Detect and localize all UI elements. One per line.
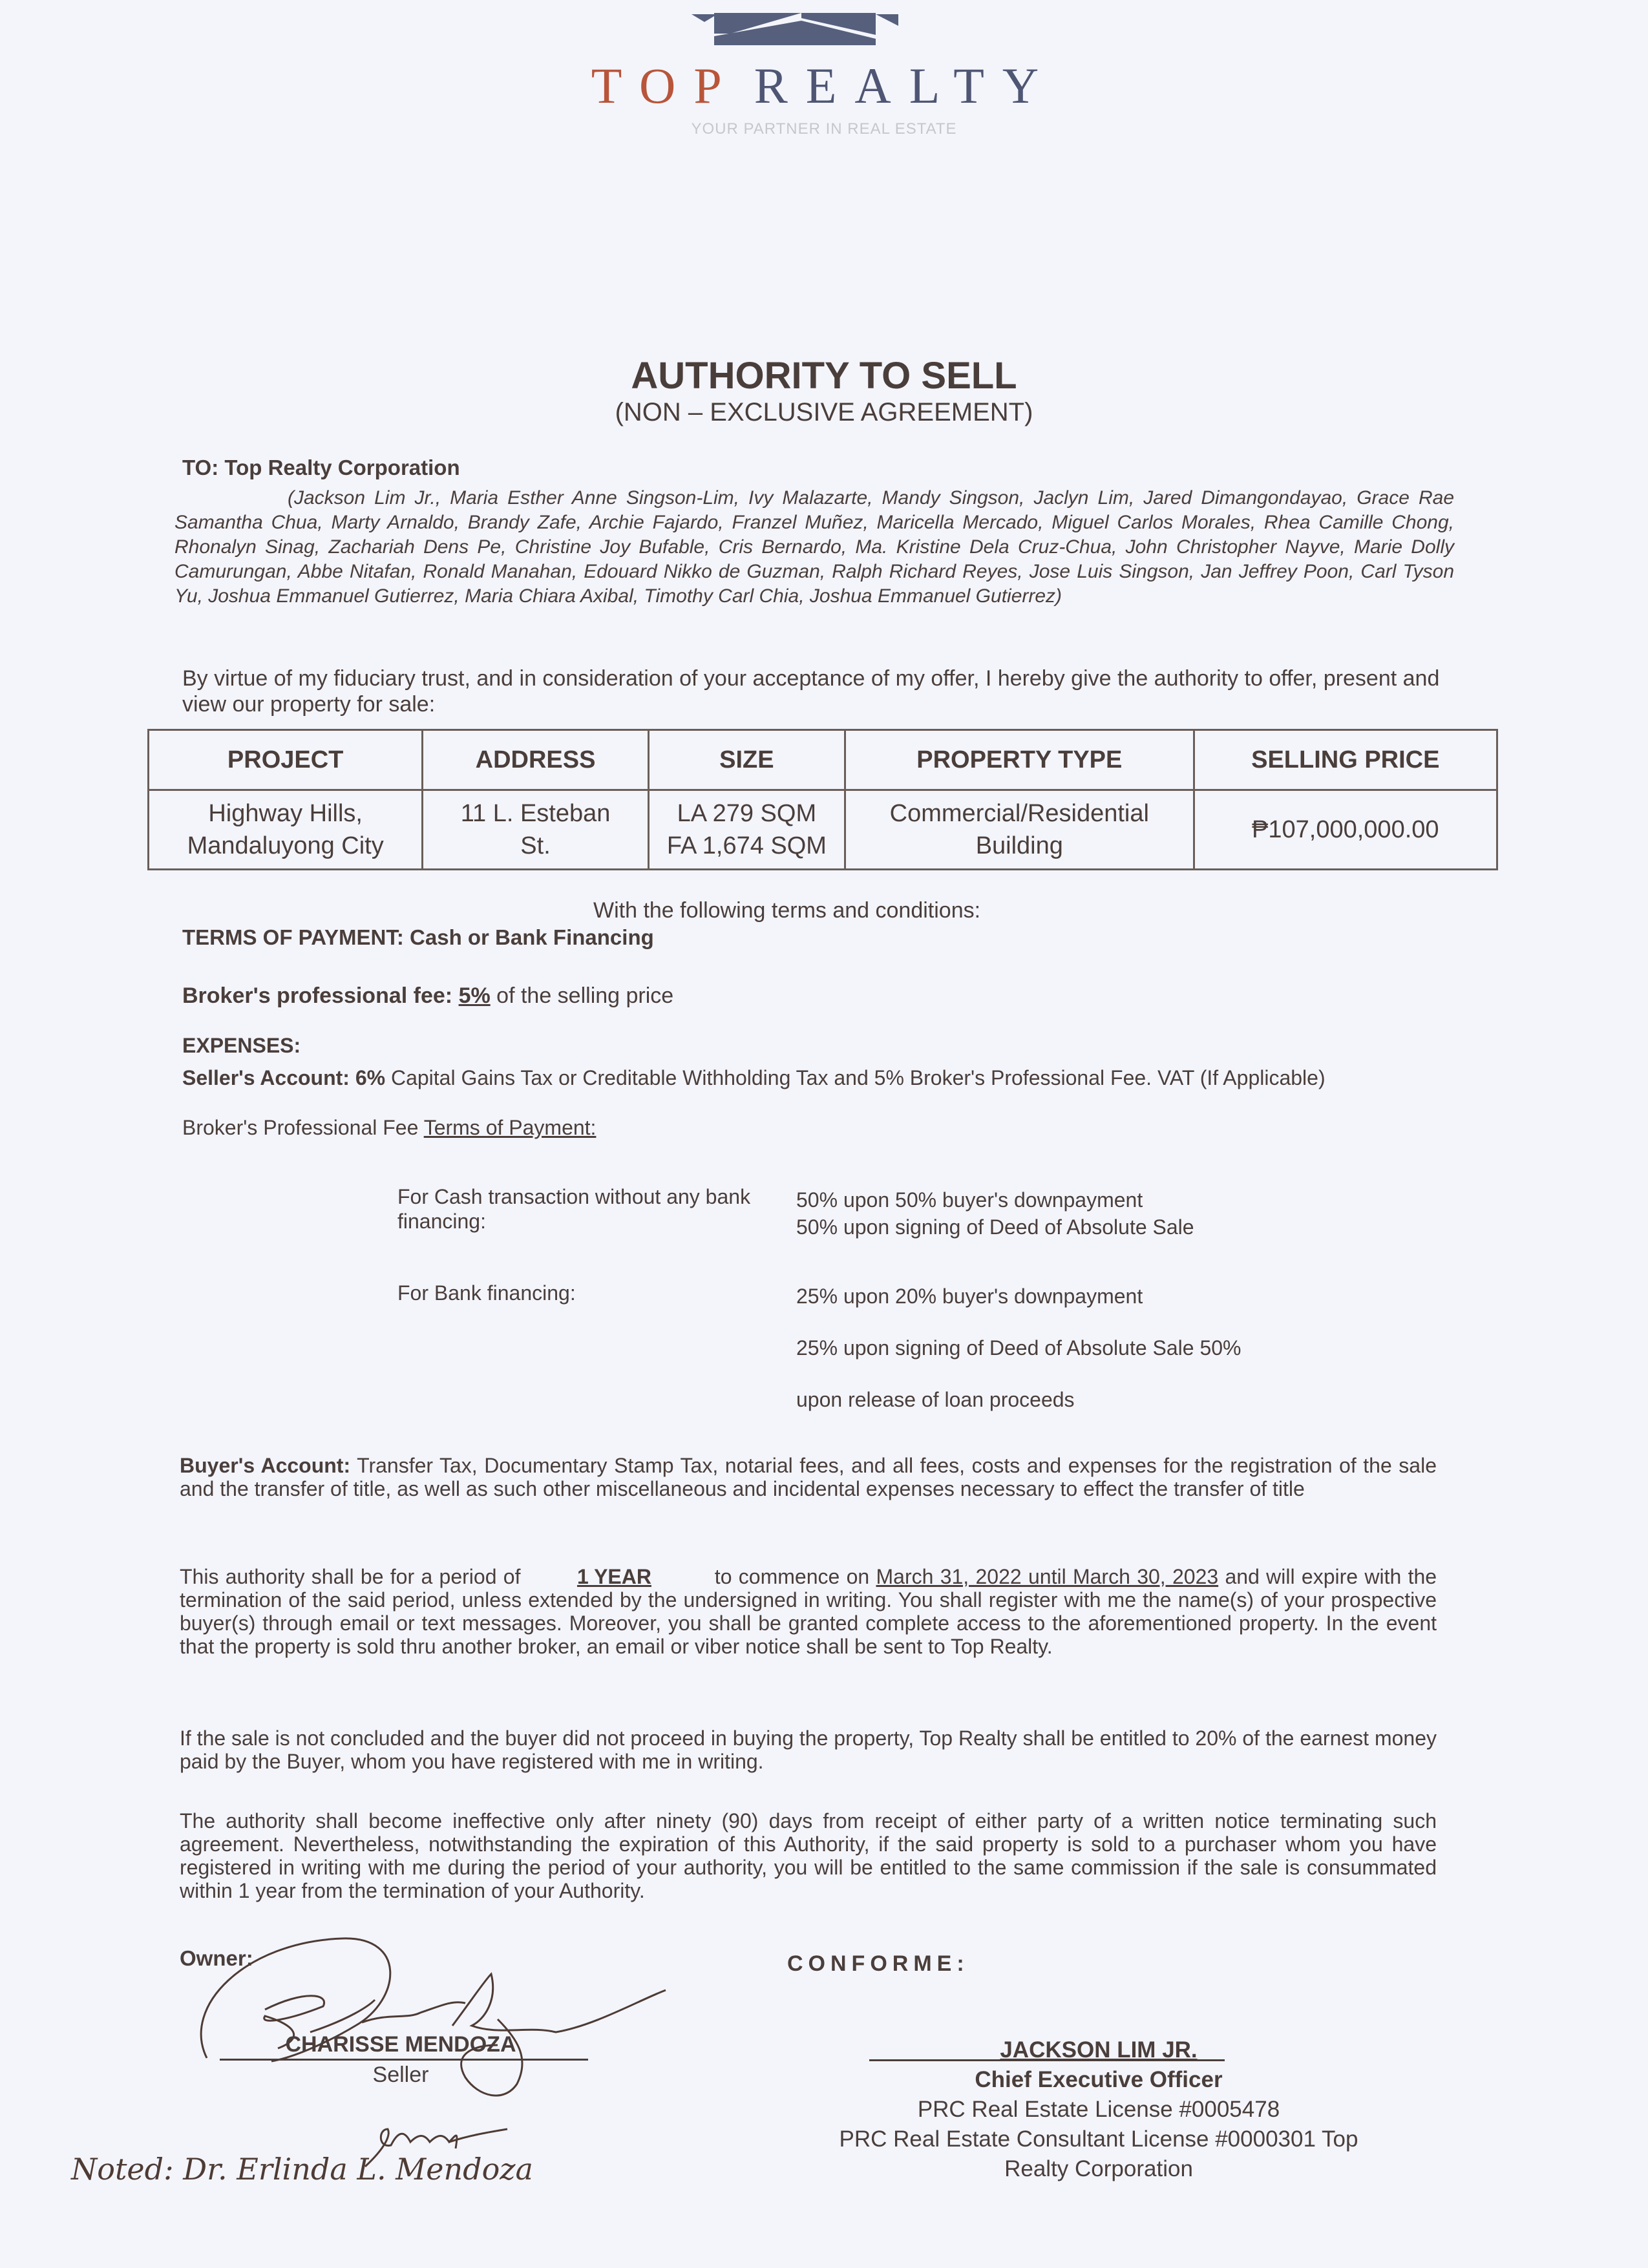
col-header-project: PROJECT	[149, 730, 423, 790]
address-line-2: St.	[520, 832, 551, 859]
period-value: 1 YEAR	[576, 1565, 651, 1588]
ceo-name: JACKSON LIM JR.	[1000, 2037, 1198, 2063]
license-line-3: Realty Corporation	[1004, 2156, 1193, 2181]
type-line-1: Commercial/Residential	[889, 800, 1149, 827]
buyer-account-clause	[180, 1454, 1437, 1500]
brand-realty: REALTY	[754, 58, 1057, 114]
termination-clause: The authority shall become ineffective only after ninety (90) days from receipt of either party of a written notice terminating such agreement. Nevertheless, notwithstanding the expiration of this Authority, if the said property is sold to a purchaser whom you have registered in writing with me during the period of your authority, you will be entitled to the same commission if the sale is consummated within 1 year from the termination of your Authority.	[180, 1809, 1437, 1902]
buyer-account-text: Transfer Tax, Documentary Stamp Tax, notarial fees, and all fees, costs and expenses for the registration of the sale and the transfer of title, as well as such other miscellaneous and incidental expenses necessary to effect the transfer of title	[180, 1454, 1437, 1500]
expenses-heading: EXPENSES:	[182, 1034, 301, 1057]
ceo-title: Chief Executive Officer	[975, 2067, 1223, 2092]
seller-name: CHARISSE MENDOZA	[285, 2032, 516, 2057]
broker-fee-label: Broker's professional fee:	[182, 983, 453, 1008]
agent-names: (Jackson Lim Jr., Maria Esther Anne Singson-Lim, Ivy Malazarte, Mandy Singson, Jaclyn Lim, Jared Dimangondayao, Grace Rae Samantha Chua, Marty Arnaldo, Brandy Zafe, Archie Fajardo, Franzel Muñez, Maricella Mercado, Miguel Carlos Morales, Rhea Camille Chong, Rhonalyn Sinag, Zachariah Dens Pe, Christine Joy Bufable, Cris Bernardo, Ma. Kristine Dela Cruz-Chua, John Christopher Nayve, Marie Dolly Camurungan, Abbe Nitafan, Ronald Manahan, Edouard Nikko de Guzman, Ralph Richard Reyes, Jose Luis Singson, Jan Jeffrey Poon, Carl Tyson Yu, Joshua Emmanuel Gutierrez, Maria Chiara Axibal, Timothy Carl Chia, Joshua Emmanuel Gutierrez)	[174, 487, 1454, 607]
license-line-2: PRC Real Estate Consultant License #0000301 Top	[839, 2126, 1358, 2152]
document-subtitle: (NON – EXCLUSIVE AGREEMENT)	[615, 398, 1033, 426]
schedule-label-bank: For Bank financing:	[397, 1281, 576, 1305]
brand-tagline: YOUR PARTNER IN REAL ESTATE	[691, 120, 957, 138]
addressee: TO: Top Realty Corporation	[182, 456, 460, 479]
earnest-money-clause: If the sale is not concluded and the buyer did not proceed in buying the property, Top Realty shall be entitled to 20% of the earnest money paid by the Buyer, whom you have registered with me in writing.	[180, 1727, 1437, 1773]
bpf-terms-link: Terms of Payment:	[423, 1116, 597, 1139]
table-header-row	[149, 730, 1497, 790]
period-prefix: This authority shall be for a period of	[180, 1565, 521, 1588]
seller-account-label: Seller's Account: 6%	[182, 1066, 386, 1089]
col-header-size: SIZE	[648, 730, 845, 790]
schedule-value: upon release of loan proceeds	[796, 1388, 1075, 1411]
size-line-2: FA 1,674 SQM	[666, 832, 827, 859]
col-header-property-type: PROPERTY TYPE	[845, 730, 1194, 790]
cell-address	[423, 790, 648, 870]
project-line-2: Mandaluyong City	[187, 832, 384, 859]
license-line-1: PRC Real Estate License #0005478	[917, 2097, 1280, 2122]
cell-selling-price: ₱107,000,000.00	[1194, 790, 1497, 870]
owner-label: Owner:	[180, 1946, 253, 1970]
schedule-value: 50% upon 50% buyer's downpayment	[796, 1188, 1143, 1212]
schedule-value: 25% upon 20% buyer's downpayment	[796, 1285, 1143, 1308]
bpf-terms-of-payment	[182, 1116, 596, 1140]
schedule-label-cash: For Cash transaction without any bank financing:	[397, 1185, 751, 1233]
period-dates: March 31, 2022 until March 30, 2023	[876, 1565, 1219, 1588]
terms-intro: With the following terms and conditions:	[593, 898, 981, 923]
cell-property-type	[845, 790, 1194, 870]
cell-size	[648, 790, 845, 870]
cell-project	[149, 790, 423, 870]
type-line-2: Building	[975, 832, 1063, 859]
bpf-prefix: Broker's Professional Fee	[182, 1116, 419, 1139]
intro-paragraph: By virtue of my fiduciary trust, and in consideration of your acceptance of my offer, I hereby give the authority to offer, present and view our property for sale:	[182, 666, 1440, 717]
project-line-1: Highway Hills,	[208, 800, 363, 827]
seller-account	[182, 1066, 1449, 1089]
brand-name	[0, 57, 1648, 115]
broker-fee-value: 5%	[458, 983, 491, 1008]
terms-of-payment: TERMS OF PAYMENT: Cash or Bank Financing	[182, 925, 654, 949]
seller-account-text: Capital Gains Tax or Creditable Withholding Tax and 5% Broker's Professional Fee. VAT (If Applicable)	[390, 1066, 1326, 1089]
size-line-1: LA 279 SQM	[677, 800, 817, 827]
buyer-account-label: Buyer's Account:	[180, 1454, 351, 1477]
document-title: AUTHORITY TO SELL	[631, 355, 1017, 397]
col-header-selling-price: SELLING PRICE	[1194, 730, 1497, 790]
seller-role: Seller	[372, 2063, 429, 2087]
table-row	[149, 790, 1497, 870]
broker-fee-suffix: of the selling price	[496, 983, 674, 1008]
period-suffix: and will expire with the termination of the said period, unless extended by the undersigned in writing. You shall register with me the name(s) of your prospective buyer(s) through email or text messages. Moreover, you shall be granted complete access to the aforementioned property. In the event that the property is sold thru another broker, an email or viber notice shall be sent to Top Realty.	[180, 1565, 1437, 1658]
noted-handwriting: Noted: Dr. Erlinda L. Mendoza	[71, 2152, 533, 2187]
address-line-1: 11 L. Esteban	[460, 800, 611, 827]
schedule-value: 25% upon signing of Deed of Absolute Sale 50%	[796, 1336, 1241, 1360]
conforme-label: CONFORME:	[787, 1951, 969, 1976]
col-header-address: ADDRESS	[423, 730, 648, 790]
period-clause	[180, 1565, 1437, 1658]
period-mid: to commence on	[714, 1565, 870, 1588]
seller-signature-line	[220, 2059, 588, 2061]
property-table	[147, 729, 1498, 870]
brand-top: TOP	[591, 58, 740, 114]
broker-fee	[182, 983, 673, 1009]
ceo-block	[795, 2035, 1402, 2184]
schedule-value: 50% upon signing of Deed of Absolute Sale	[796, 1215, 1194, 1239]
company-logo-icon	[692, 9, 898, 45]
